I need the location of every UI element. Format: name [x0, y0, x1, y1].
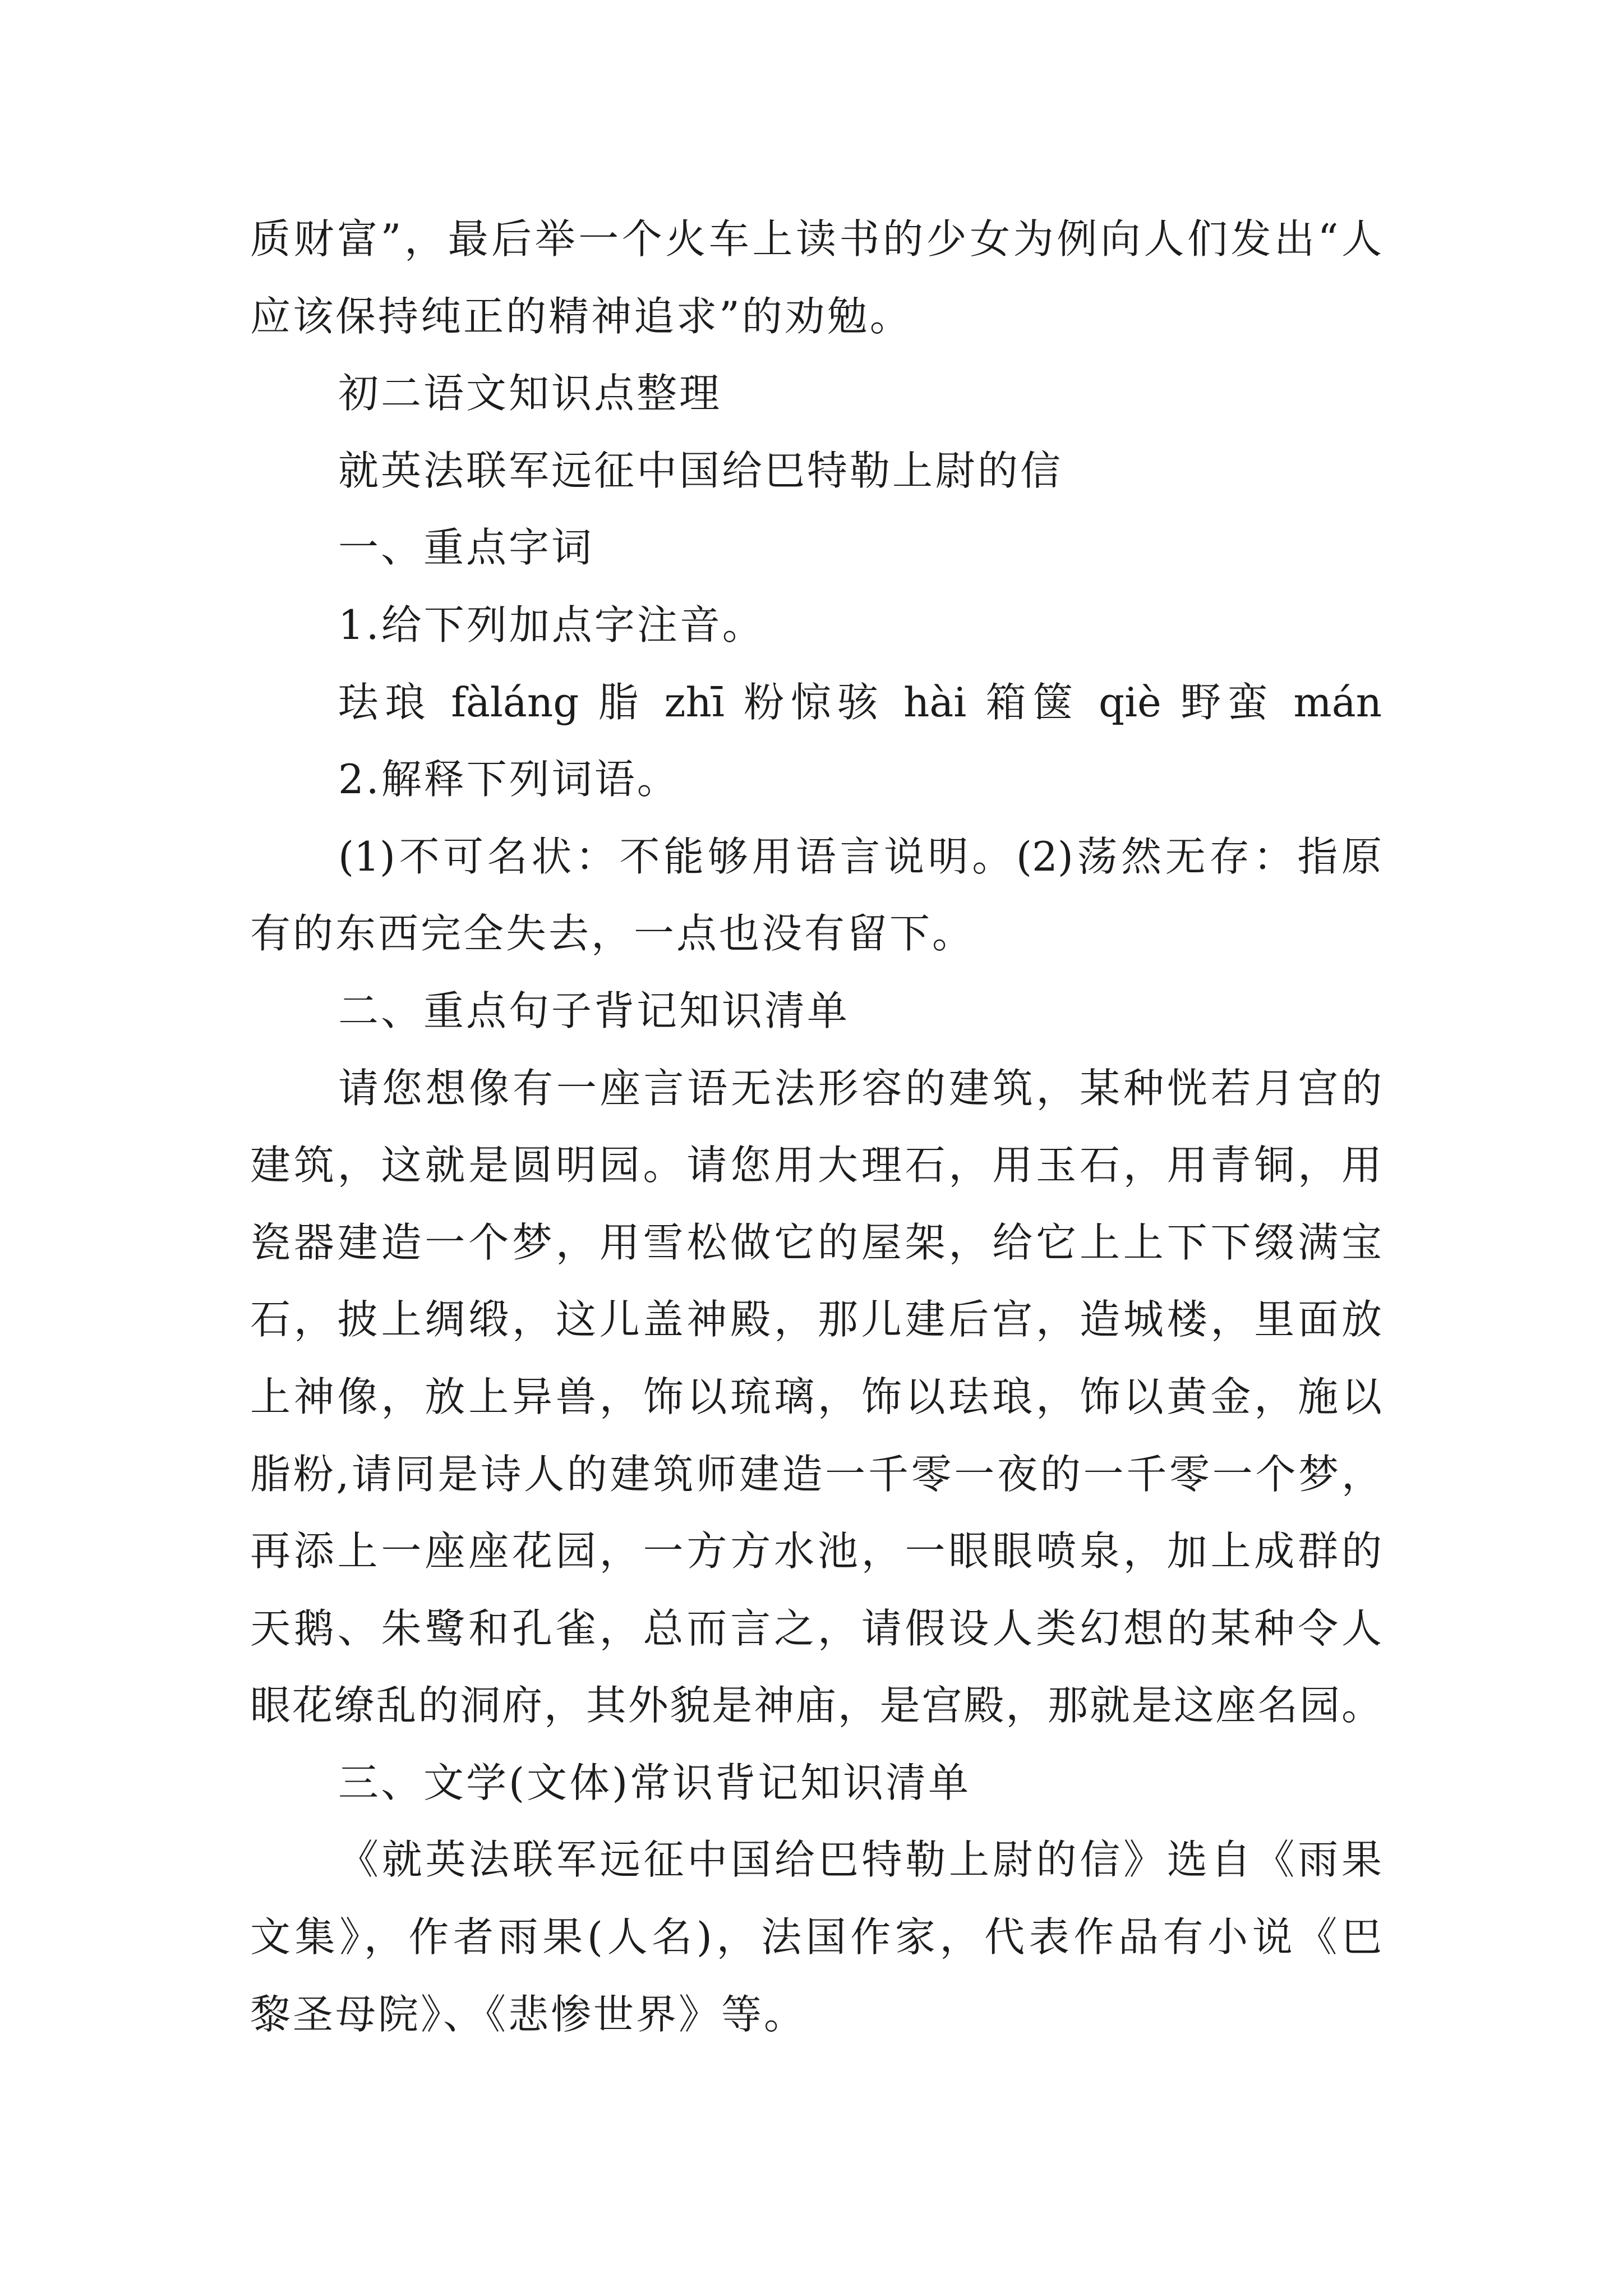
paragraph-line: 瓷器建造一个梦，用雪松做它的屋架，给它上上下下缀满宝	[250, 1218, 1382, 1266]
paragraph-line: 文集》，作者雨果(人名)，法国作家，代表作品有小说《巴	[250, 1913, 1382, 1961]
paragraph-line: 石，披上绸缎，这儿盖神殿，那儿建后宫，造城楼，里面放	[250, 1296, 1382, 1343]
paragraph-line: 天鹅、朱鹭和孔雀，总而言之，请假设人类幻想的某种令人	[250, 1604, 1382, 1652]
paragraph-line: 《就英法联军远征中国给巴特勒上尉的信》选自《雨果	[338, 1836, 1382, 1884]
pinyin-line: 珐琅 fàláng 脂 zhī 粉惊骇 hài 箱箧 qiè 野蛮 mán	[338, 678, 1382, 726]
paragraph-line: 请您想像有一座言语无法形容的建筑，某种恍若月宫的	[338, 1064, 1382, 1112]
paragraph-line: 上神像，放上异兽，饰以琉璃，饰以珐琅，饰以黄金，施以	[250, 1373, 1382, 1420]
section-heading: 二、重点句子背记知识清单	[338, 987, 850, 1034]
paragraph-line: 建筑，这就是圆明园。请您用大理石，用玉石，用青铜，用	[250, 1142, 1382, 1189]
paragraph-line: 黎圣母院》、《悲惨世界》等。	[250, 1990, 807, 2038]
exercise-item: 1.给下列加点字注音。	[338, 601, 765, 648]
paragraph-line: 应该保持纯正的精神追求”的劝勉。	[250, 292, 912, 340]
document-page	[250, 201, 1382, 2053]
paragraph-line: (1)不可名状：不能够用语言说明。(2)荡然无存：指原	[338, 832, 1382, 880]
document-title: 初二语文知识点整理	[338, 370, 722, 417]
lesson-title: 就英法联军远征中国给巴特勒上尉的信	[338, 447, 1063, 494]
paragraph-line: 眼花缭乱的洞府，其外貌是神庙，是宫殿，那就是这座名园。	[250, 1682, 1382, 1729]
paragraph-line: 有的东西完全失去，一点也没有留下。	[250, 910, 975, 958]
section-heading: 一、重点字词	[338, 524, 594, 572]
paragraph-line: 脂粉,请同是诗人的建筑师建造一千零一夜的一千零一个梦，	[250, 1450, 1382, 1498]
paragraph-line: 再添上一座座花园，一方方水池，一眼眼喷泉，加上成群的	[250, 1527, 1382, 1575]
section-heading: 三、文学(文体)常识背记知识清单	[338, 1759, 971, 1806]
paragraph-line: 质财富”，最后举一个火车上读书的少女为例向人们发出“人	[250, 215, 1382, 263]
exercise-item: 2.解释下列词语。	[338, 756, 680, 803]
